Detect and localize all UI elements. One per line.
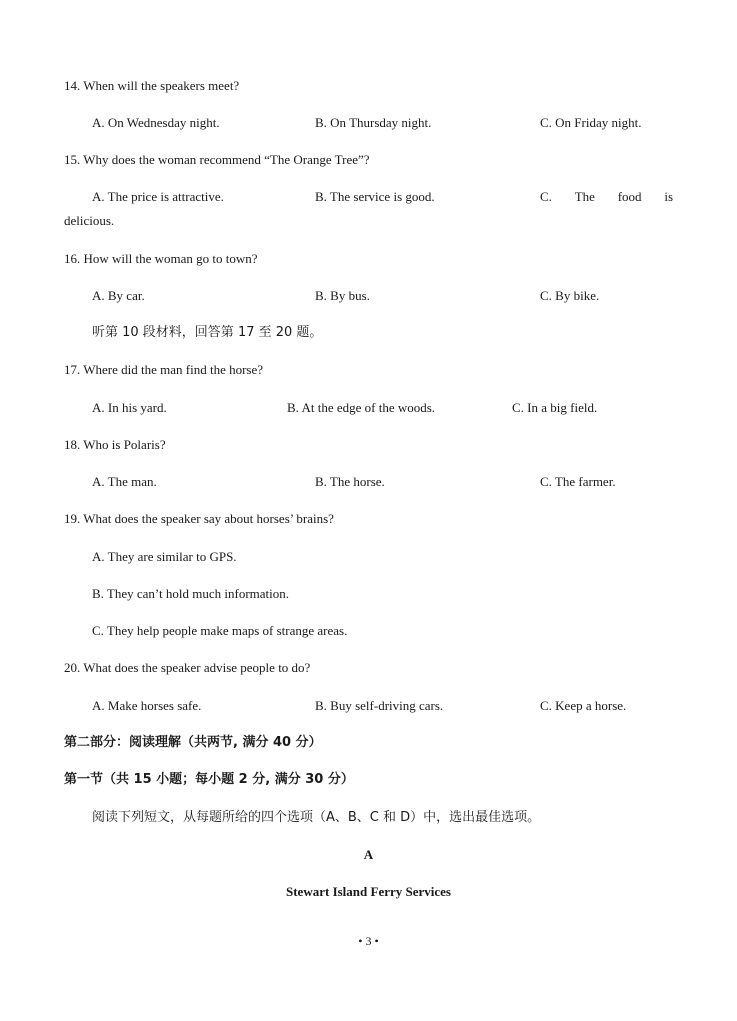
question-14-option-a: A. On Wednesday night. — [92, 115, 220, 130]
question-15-option-c — [540, 189, 673, 205]
question-18-option-a: A. The man. — [92, 474, 157, 489]
question-20-option-b: B. Buy self-driving cars. — [315, 698, 444, 713]
question-17-stem: 17. Where did the man find the horse? — [64, 362, 264, 377]
passage-letter: A — [363, 847, 374, 862]
question-18-option-b: B. The horse. — [315, 474, 385, 489]
listening-section-note: 听第 10 段材料，回答第 17 至 20 题。 — [92, 325, 323, 340]
question-20-option-c: C. Keep a horse. — [540, 698, 627, 713]
question-19-stem: 19. What does the speaker say about horses’ brains? — [64, 511, 334, 526]
question-17-option-c: C. In a big field. — [512, 400, 598, 415]
question-18-stem: 18. Who is Polaris? — [64, 437, 166, 452]
question-16-option-c: C. By bike. — [540, 288, 600, 303]
question-15-stem: 15. Why does the woman recommend “The Orange Tree”? — [64, 152, 370, 167]
question-16-option-a: A. By car. — [92, 288, 145, 303]
question-14-option-b: B. On Thursday night. — [315, 115, 432, 130]
question-18-option-c: C. The farmer. — [540, 474, 616, 489]
question-15-option-c-word: The — [574, 189, 595, 204]
question-16-option-b: B. By bus. — [315, 288, 370, 303]
question-19-option-b: B. They can’t hold much information. — [92, 586, 290, 601]
question-20-stem: 20. What does the speaker advise people to do? — [64, 660, 311, 675]
reading-instruction: 阅读下列短文，从每题所给的四个选项（A、B、C 和 D）中，选出最佳选项。 — [92, 810, 541, 825]
page-number: • 3 • — [358, 934, 379, 948]
question-15-option-c-word: food — [617, 189, 642, 204]
question-15-option-c-word: is — [664, 189, 673, 204]
question-17-option-a: A. In his yard. — [92, 400, 167, 415]
question-19-option-a: A. They are similar to GPS. — [92, 549, 237, 564]
question-14-option-c: C. On Friday night. — [540, 115, 642, 130]
passage-title: Stewart Island Ferry Services — [286, 884, 451, 899]
question-15-option-c-word: C. — [540, 189, 552, 204]
question-15-option-b: B. The service is good. — [315, 189, 435, 204]
question-20-option-a: A. Make horses safe. — [92, 698, 202, 713]
section-one-heading: 第一节（共 15 小题；每小题 2 分, 满分 30 分） — [64, 772, 354, 787]
question-15-option-c-continued: delicious. — [64, 213, 115, 228]
question-17-option-b: B. At the edge of the woods. — [287, 400, 436, 415]
part-two-heading: 第二部分：阅读理解（共两节, 满分 40 分） — [64, 735, 322, 750]
question-19-option-c: C. They help people make maps of strange areas. — [92, 623, 348, 638]
question-14-stem: 14. When will the speakers meet? — [64, 78, 240, 93]
question-16-stem: 16. How will the woman go to town? — [64, 251, 258, 266]
question-15-option-a: A. The price is attractive. — [92, 189, 224, 204]
